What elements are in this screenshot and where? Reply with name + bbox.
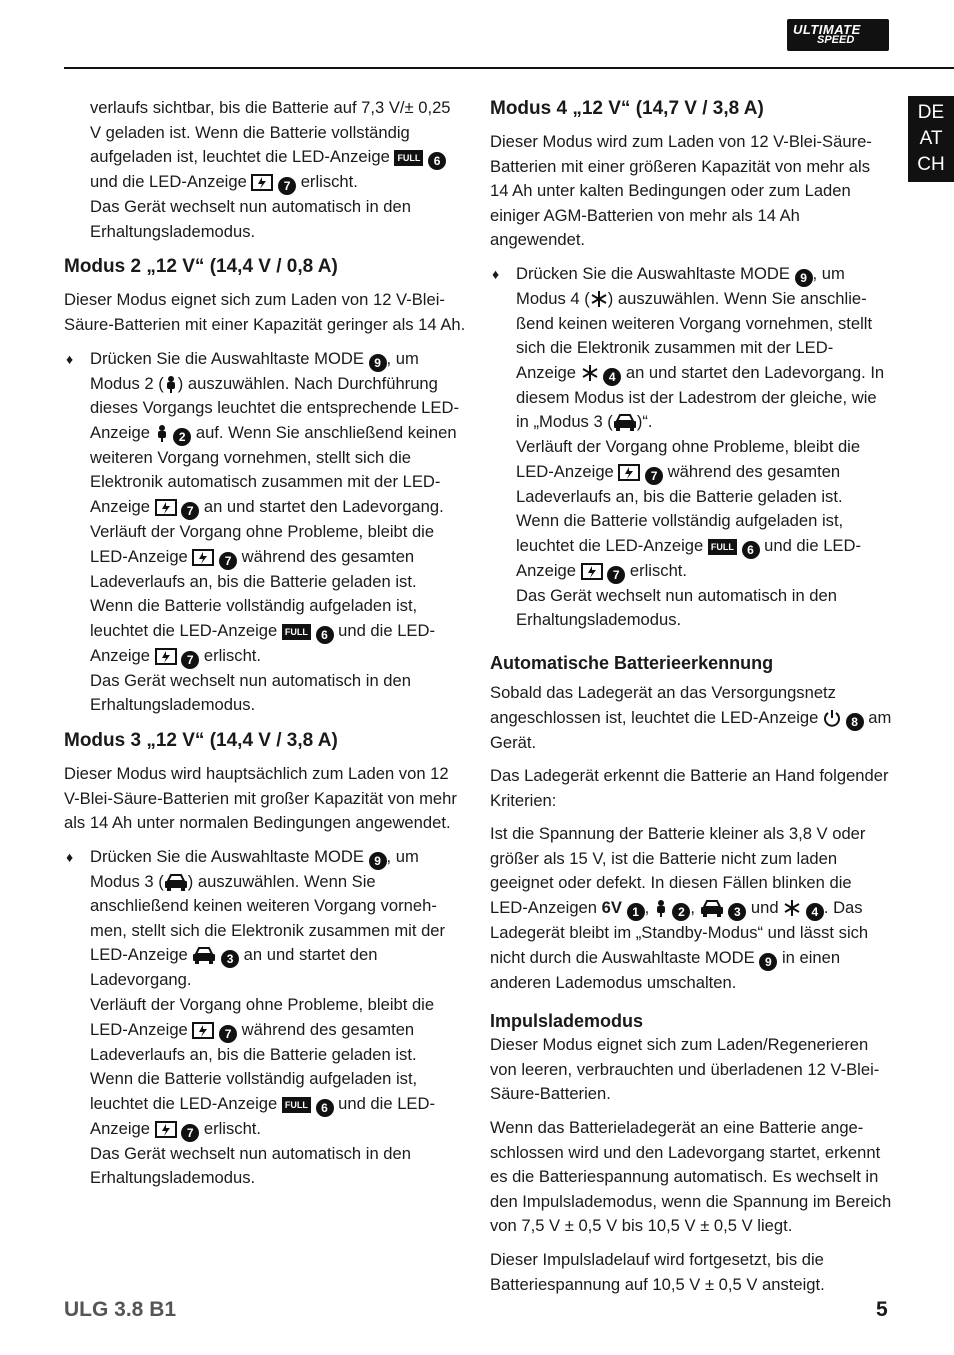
motorbike-icon bbox=[155, 424, 169, 442]
diamond-bullet-icon: ♦ bbox=[492, 265, 500, 282]
mode3-heading: Modus 3 „12 V“ (14,4 V / 3,8 A) bbox=[64, 729, 338, 751]
battery-charge-icon bbox=[251, 173, 273, 191]
mode2-bullet: ♦ Drücken Sie die Auswahltaste MODE 9 , um Modus 2 ( ) auszuwählen. Nach Durchführung dieses Vorgangs leuchtet die entsprechende LED-Anzeige 2 auf. Wenn Sie anschließend keinen weiteren Vorgang vornehmen, stellt sich die Elektronik automatisch zusammen mit der LED-Anzeige 7 an und startet den Ladevorgang. Verläuft der Vorgang ohne Probleme, bleibt die LED-Anzeige 7 während des gesamten Ladeverlaufs an, bis die Batterie geladen ist. Wenn die Batterie vollständig aufgeladen ist, leuchtet die LED-Anzeige FULL 6 und die LED-Anzeige 7 erlischt. Das Gerät wechselt nun automatisch in den Erhaltungslademodus. bbox=[66, 348, 459, 715]
number-badge-6: 6 bbox=[742, 541, 760, 559]
diamond-bullet-icon: ♦ bbox=[66, 350, 74, 367]
auto-detect-p3: Ist die Spannung der Batterie kleiner als 3,8 V oder größer als 15 V, ist die Batterie nicht zum laden geeignet oder defekt. In diesen Fällen blinken die LED-Anzeigen 6V 1 , 2 , 3 und 4 . Das Ladegerät bleibt im „Standby-Modus“ und lässt sich nicht durch die Auswahltaste MODE 9 in einen anderen Lademodus umschalten. bbox=[490, 824, 869, 992]
number-badge-6: 6 bbox=[428, 152, 446, 170]
impulse-heading: Impulslademodus bbox=[490, 1011, 644, 1032]
mode4-description: Dieser Modus wird zum Laden von 12 V-Blei-Säure-Batterien mit einer größeren Kapazität von mehr als 14 Ah unter kalten Bedingungen oder zum Laden einiger AGM-Batterien von mehr als 14 Ah angewendet. bbox=[490, 132, 872, 250]
number-badge-2: 2 bbox=[173, 428, 191, 446]
full-icon: FULL bbox=[708, 539, 737, 555]
page-number: 5 bbox=[876, 1298, 888, 1321]
impulse-p3: Dieser Impulsladelauf wird fortgesetzt, bis die Batteriespannung auf 10,5 V ± 0,5 V ansteigt. bbox=[490, 1250, 825, 1294]
model-label: ULG 3.8 B1 bbox=[64, 1298, 177, 1321]
snowflake-icon bbox=[783, 899, 801, 917]
mode3-bullet: ♦ Drücken Sie die Auswahltaste MODE 9 , um Modus 3 ( ) auszuwählen. Wenn Sie anschließend keinen weiteren Vorgang vorneh-men, stellt sich die Elektronik zusammen mit der LED-Anzeige 3 an und startet den Ladevorgang. Verläuft der Vorgang ohne Probleme, bleibt die LED-Anzeige 7 während des gesamten Ladeverlaufs an, bis die Batterie geladen ist. Wenn die Batterie vollständig aufgeladen ist, leuchtet die LED-Anzeige FULL 6 und die LED-Anzeige 7 erlischt. Das Gerät wechselt nun automatisch in den Erhaltungslademodus. bbox=[66, 846, 446, 1188]
brand-logo bbox=[787, 19, 889, 51]
number-badge-8: 8 bbox=[846, 713, 864, 731]
6v-label: 6V bbox=[601, 898, 622, 918]
mode4-bullet: ♦ Drücken Sie die Auswahltaste MODE 9 , um Modus 4 ( ) auszuwählen. Wenn Sie anschlie-ßend keinen weiteren Vorgang vornehmen, stellt sich die Elektronik zusammen mit der LED-Anzeige 4 an und startet den Ladevorgang. In diesem Modus ist der Ladestrom der gleiche, wie in „Modus 3 ( )“. Verläuft der Vorgang ohne Probleme, bleibt die LED-Anzeige 7 während des gesamten Ladeverlaufs an, bis die Batterie geladen ist. Wenn die Batterie vollständig aufgeladen ist, leuchtet die LED-Anzeige FULL 6 und die LED-Anzeige 7 erlischt. Das Gerät wechselt nun automatisch in den Erhaltungslademodus. bbox=[492, 263, 885, 630]
continued-text: verlaufs sichtbar, bis die Batterie auf 7,3 V/± 0,25 V geladen ist. Wenn die Batterie vollständig aufgeladen ist, leuchtet die LED-Anzeige FULL 6 und die LED-Anzeige 7 erlischt. Das Gerät wechselt nun automatisch in den Erhaltungslademodus. bbox=[90, 98, 451, 241]
number-badge-9: 9 bbox=[795, 269, 813, 287]
number-badge-3: 3 bbox=[728, 903, 746, 921]
number-badge-4: 4 bbox=[603, 368, 621, 386]
battery-charge-icon bbox=[581, 562, 603, 580]
number-badge-7: 7 bbox=[181, 502, 199, 520]
battery-charge-icon bbox=[155, 498, 177, 516]
car-icon bbox=[164, 873, 188, 891]
auto-detect-p2: Das Ladegerät erkennt die Batterie an Hand folgender Kriterien: bbox=[490, 766, 889, 810]
snowflake-icon bbox=[590, 290, 608, 308]
car-icon bbox=[192, 946, 216, 964]
lang-de: DE bbox=[917, 102, 945, 123]
full-icon: FULL bbox=[282, 1097, 311, 1113]
right-column bbox=[490, 96, 892, 1306]
impulse-p2: Wenn das Batterieladegerät an eine Batterie ange-schlossen wird und den Ladevorgang startet, erkennt es die Batteriespannung automatisch. Es wechselt in den Impulslademodus, wenn die Spannung im Bereich von 7,5 V ± 0,5 V bis 10,5 V ± 0,5 V liegt. bbox=[490, 1118, 892, 1236]
number-badge-6: 6 bbox=[316, 1099, 334, 1117]
number-badge-9: 9 bbox=[369, 354, 387, 372]
number-badge-7: 7 bbox=[219, 1025, 237, 1043]
language-tab bbox=[908, 96, 954, 182]
diamond-bullet-icon: ♦ bbox=[66, 848, 74, 865]
battery-charge-icon bbox=[192, 548, 214, 566]
battery-charge-icon bbox=[155, 647, 177, 665]
number-badge-7: 7 bbox=[219, 552, 237, 570]
car-icon bbox=[700, 899, 724, 917]
motorbike-icon bbox=[654, 899, 668, 917]
logo-line2: SPEED bbox=[817, 34, 855, 46]
battery-charge-icon bbox=[155, 1120, 177, 1138]
mode3-description: Dieser Modus wird hauptsächlich zum Laden von 12 V-Blei-Säure-Batterien mit großer Kapazität von mehr als 14 Ah unter normalen Bedingungen angewendet. bbox=[64, 763, 457, 833]
snowflake-icon bbox=[581, 364, 599, 382]
lang-ch: CH bbox=[917, 154, 945, 175]
number-badge-4: 4 bbox=[806, 903, 824, 921]
car-icon bbox=[613, 413, 637, 431]
number-badge-7: 7 bbox=[181, 1124, 199, 1142]
number-badge-6: 6 bbox=[316, 626, 334, 644]
number-badge-3: 3 bbox=[221, 950, 239, 968]
auto-detect-p1: Sobald das Ladegerät an das Versorgungsnetz angeschlossen ist, leuchtet die LED-Anzeige 8 am Gerät. bbox=[490, 682, 892, 752]
motorbike-icon bbox=[164, 375, 178, 393]
mode2-description: Dieser Modus eignet sich zum Laden von 12 V-Blei-Säure-Batterien mit einer Kapazität geringer als 14 Ah. bbox=[64, 290, 466, 334]
number-badge-2: 2 bbox=[672, 903, 690, 921]
left-column bbox=[64, 96, 466, 1200]
full-icon: FULL bbox=[282, 624, 311, 640]
number-badge-7: 7 bbox=[645, 467, 663, 485]
power-icon bbox=[823, 709, 841, 727]
mode4-heading: Modus 4 „12 V“ (14,7 V / 3,8 A) bbox=[490, 98, 764, 119]
lang-at: AT bbox=[919, 128, 943, 149]
number-badge-7: 7 bbox=[181, 651, 199, 669]
header-rule bbox=[64, 67, 954, 69]
logo-line1: ULTIMATE bbox=[793, 22, 861, 37]
battery-charge-icon bbox=[618, 463, 640, 481]
impulse-p1: Dieser Modus eignet sich zum Laden/Regenerieren von leeren, verbrauchten und überladenen 12 V-Blei-Säure-Batterien. bbox=[490, 1035, 880, 1104]
full-icon: FULL bbox=[394, 150, 423, 166]
number-badge-9: 9 bbox=[369, 852, 387, 870]
number-badge-7: 7 bbox=[607, 566, 625, 584]
number-badge-1: 1 bbox=[627, 903, 645, 921]
battery-charge-icon bbox=[192, 1021, 214, 1039]
mode2-heading: Modus 2 „12 V“ (14,4 V / 0,8 A) bbox=[64, 256, 338, 278]
auto-detect-heading: Automatische Batterieerkennung bbox=[490, 652, 774, 673]
number-badge-7: 7 bbox=[278, 177, 296, 195]
number-badge-9: 9 bbox=[759, 953, 777, 971]
